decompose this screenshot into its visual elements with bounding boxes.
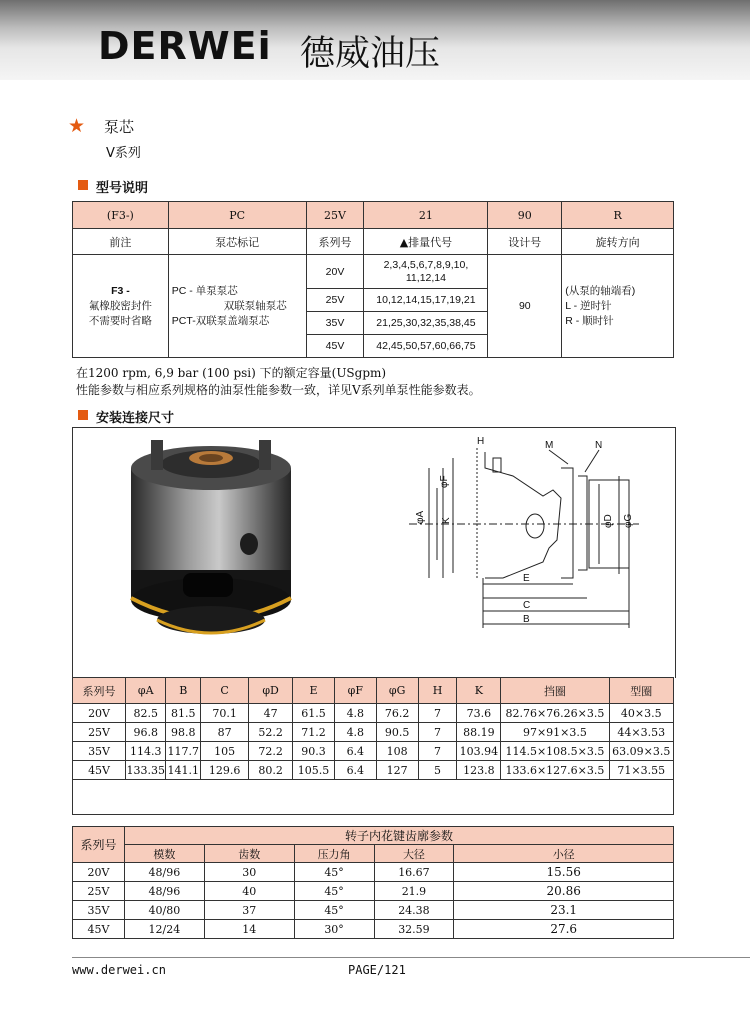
disp-20v	[364, 255, 488, 289]
table-row	[73, 742, 674, 761]
install-heading: 安装连接尺寸	[96, 411, 175, 426]
series-35v: 35V	[306, 312, 364, 335]
dim-label-c: C	[523, 600, 531, 611]
spline-header-cell: 大径	[374, 845, 454, 863]
code-series: 25V	[306, 202, 364, 229]
spline-header-cell: 小径	[454, 845, 674, 863]
dim-cell: 73.6	[457, 704, 501, 723]
dim-header-cell: C	[201, 678, 249, 704]
dim-cell: 63.09×3.5	[609, 742, 673, 761]
dim-cell: 81.5	[166, 704, 201, 723]
dim-cell: 40×3.5	[609, 704, 673, 723]
dim-cell: 98.8	[166, 723, 201, 742]
series-45v: 45V	[306, 335, 364, 358]
spline-cell: 25V	[73, 882, 125, 901]
design-number: 90	[488, 255, 562, 358]
spline-cell: 24.38	[374, 901, 454, 920]
dim-cell: 123.8	[457, 761, 501, 780]
model-heading: 型号说明	[96, 181, 149, 196]
drawing-area	[72, 427, 676, 678]
dim-header-cell: φG	[376, 678, 418, 704]
dimension-rows	[73, 704, 674, 815]
pc-line-2: 双联泵轴泵芯	[223, 299, 287, 312]
dim-cell: 4.8	[334, 723, 376, 742]
dim-cell: 133.35	[126, 761, 166, 780]
label-prefix: 前注	[73, 229, 169, 255]
pc-line-1: PC - 单泵泵芯	[171, 284, 238, 297]
brand-name-cn: 德威油压	[300, 34, 441, 74]
dim-cell: 7	[418, 723, 457, 742]
rotation-desc-cell	[562, 255, 674, 358]
rotation-line-3: R - 顺时针	[565, 314, 614, 327]
dim-cell: 72.2	[249, 742, 293, 761]
dim-label-k: K	[441, 517, 452, 524]
dim-header-cell: H	[418, 678, 457, 704]
dim-cell: 44×3.53	[609, 723, 673, 742]
dim-cell: 61.5	[293, 704, 335, 723]
pc-line-3: PCT-双联泵盖端泵芯	[171, 314, 270, 327]
prefix-desc-cell	[73, 255, 169, 358]
spline-cell: 21.9	[374, 882, 454, 901]
dim-cell: 45V	[73, 761, 126, 780]
disp-20v-line2: 11,12,14	[405, 271, 446, 284]
spline-cell: 45°	[294, 882, 374, 901]
dim-header-cell: φA	[126, 678, 166, 704]
spline-cell: 12/24	[124, 920, 204, 939]
table-row	[73, 863, 674, 882]
dim-cell: 20V	[73, 704, 126, 723]
dim-header-cell: φF	[334, 678, 376, 704]
dim-label-h: H	[477, 436, 485, 447]
table-row	[73, 761, 674, 780]
dim-cell: 52.2	[249, 723, 293, 742]
blank-row	[73, 780, 674, 815]
dim-cell: 105.5	[293, 761, 335, 780]
header-banner	[0, 0, 750, 80]
footer-url: www.derwei.cn	[72, 963, 166, 977]
spline-cell: 27.6	[454, 920, 674, 939]
disp-35v: 21,25,30,32,35,38,45	[364, 312, 488, 335]
spline-cell: 20.86	[454, 882, 674, 901]
series-20v: 20V	[306, 255, 364, 289]
dim-cell: 129.6	[201, 761, 249, 780]
dim-header-cell: φD	[249, 678, 293, 704]
section-subtitle: V系列	[106, 146, 141, 161]
rotation-line-2: L - 逆时针	[565, 299, 612, 312]
prefix-desc-2: 不需要时省略	[88, 314, 152, 327]
spline-cell: 48/96	[124, 882, 204, 901]
code-rotation: R	[562, 202, 674, 229]
table-row	[73, 920, 674, 939]
spline-rows	[73, 863, 674, 939]
dim-cell: 87	[201, 723, 249, 742]
disp-25v: 10,12,14,15,17,19,21	[364, 289, 488, 312]
prefix-code: F3 -	[111, 284, 130, 297]
spline-series-header: 系列号	[73, 827, 125, 863]
dim-cell: 114.3	[126, 742, 166, 761]
dimension-drawing	[73, 428, 675, 678]
spline-cell: 40	[204, 882, 294, 901]
spline-cell: 14	[204, 920, 294, 939]
dim-cell: 76.2	[376, 704, 418, 723]
disp-20v-line1: 2,3,4,5,6,7,8,9,10,	[383, 258, 469, 271]
label-design: 设计号	[488, 229, 562, 255]
dim-cell: 141.1	[166, 761, 201, 780]
table-row	[73, 901, 674, 920]
dim-header-cell: 系列号	[73, 678, 126, 704]
dim-cell: 82.5	[126, 704, 166, 723]
dimension-table	[72, 677, 674, 815]
spline-title: 转子内花键齿廓参数	[124, 827, 673, 845]
spline-cell: 45°	[294, 901, 374, 920]
dim-label-f: φF	[439, 475, 450, 488]
spline-cell: 15.56	[454, 863, 674, 882]
dim-label-d: φD	[603, 514, 614, 528]
dim-cell: 6.4	[334, 761, 376, 780]
spline-header-cell: 齿数	[204, 845, 294, 863]
table-row	[73, 882, 674, 901]
spline-cell: 30°	[294, 920, 374, 939]
dim-label-a: φA	[415, 510, 426, 524]
dim-cell: 90.3	[293, 742, 335, 761]
star-icon: ★	[68, 115, 86, 137]
spline-cell: 40/80	[124, 901, 204, 920]
dim-cell: 5	[418, 761, 457, 780]
dim-cell: 25V	[73, 723, 126, 742]
dim-label-n: N	[595, 440, 603, 451]
dim-cell: 108	[376, 742, 418, 761]
dim-cell: 71×3.55	[609, 761, 673, 780]
dim-cell: 70.1	[201, 704, 249, 723]
dim-cell: 88.19	[457, 723, 501, 742]
dim-cell: 80.2	[249, 761, 293, 780]
spline-table	[72, 826, 674, 939]
prefix-desc-1: 氟橡胶密封件	[88, 299, 152, 312]
dim-cell: 47	[249, 704, 293, 723]
brand-logo: DERWEi	[98, 24, 272, 68]
dim-cell: 90.5	[376, 723, 418, 742]
square-bullet-icon	[78, 410, 88, 420]
dim-cell: 7	[418, 704, 457, 723]
page-number: PAGE/121	[348, 963, 406, 977]
footer-divider	[72, 957, 750, 958]
dim-header-cell: K	[457, 678, 501, 704]
spline-cell: 30	[204, 863, 294, 882]
section-title: 泵芯	[104, 118, 135, 136]
label-pc: 泵芯标记	[168, 229, 306, 255]
spline-cell: 16.67	[374, 863, 454, 882]
spline-cell: 20V	[73, 863, 125, 882]
label-displacement: ▲排量代号	[364, 229, 488, 255]
spline-cell: 23.1	[454, 901, 674, 920]
dim-header-cell: B	[166, 678, 201, 704]
dim-cell: 105	[201, 742, 249, 761]
dim-label-g: φG	[623, 513, 634, 528]
square-bullet-icon	[78, 180, 88, 190]
dim-header-cell: E	[293, 678, 335, 704]
dim-cell: 82.76×76.26×3.5	[501, 704, 609, 723]
dim-cell: 97×91×3.5	[501, 723, 609, 742]
dimension-header-row	[73, 678, 674, 704]
rotation-line-1: (从泵的轴端看)	[565, 284, 636, 297]
dim-cell: 35V	[73, 742, 126, 761]
code-pc: PC	[168, 202, 306, 229]
dim-cell: 127	[376, 761, 418, 780]
label-series: 系列号	[306, 229, 364, 255]
dim-cell: 133.6×127.6×3.5	[501, 761, 609, 780]
dim-header-cell: 挡圈	[501, 678, 609, 704]
spline-cell: 35V	[73, 901, 125, 920]
code-design: 90	[488, 202, 562, 229]
note-performance: 性能参数与相应系列规格的油泵性能参数一致，详见V系列单泵性能参数表。	[76, 383, 481, 397]
spline-header-cell: 模数	[124, 845, 204, 863]
code-displacement: 21	[364, 202, 488, 229]
table-row	[73, 723, 674, 742]
dim-cell: 7	[418, 742, 457, 761]
series-25v: 25V	[306, 289, 364, 312]
spline-header-row	[73, 845, 674, 863]
code-prefix: (F3-)	[73, 202, 169, 229]
dim-label-b: B	[523, 614, 530, 625]
dim-header-cell: 型圈	[609, 678, 673, 704]
dim-cell: 71.2	[293, 723, 335, 742]
dim-cell: 114.5×108.5×3.5	[501, 742, 609, 761]
disp-45v: 42,45,50,57,60,66,75	[364, 335, 488, 358]
spline-cell: 45°	[294, 863, 374, 882]
dim-cell: 103.94	[457, 742, 501, 761]
spline-cell: 48/96	[124, 863, 204, 882]
spline-header-cell: 压力角	[294, 845, 374, 863]
dim-label-e: E	[523, 573, 530, 584]
label-rotation: 旋转方向	[562, 229, 674, 255]
dim-cell: 117.7	[166, 742, 201, 761]
spline-cell: 37	[204, 901, 294, 920]
model-table	[72, 201, 674, 358]
spline-cell: 45V	[73, 920, 125, 939]
note-rated-capacity: 在1200 rpm, 6,9 bar (100 psi) 下的额定容量(USgpm)	[76, 366, 387, 380]
dim-cell: 4.8	[334, 704, 376, 723]
dim-cell: 96.8	[126, 723, 166, 742]
dim-cell: 6.4	[334, 742, 376, 761]
pc-desc-cell	[168, 255, 306, 358]
dim-label-m: M	[545, 440, 554, 451]
table-row	[73, 704, 674, 723]
spline-cell: 32.59	[374, 920, 454, 939]
